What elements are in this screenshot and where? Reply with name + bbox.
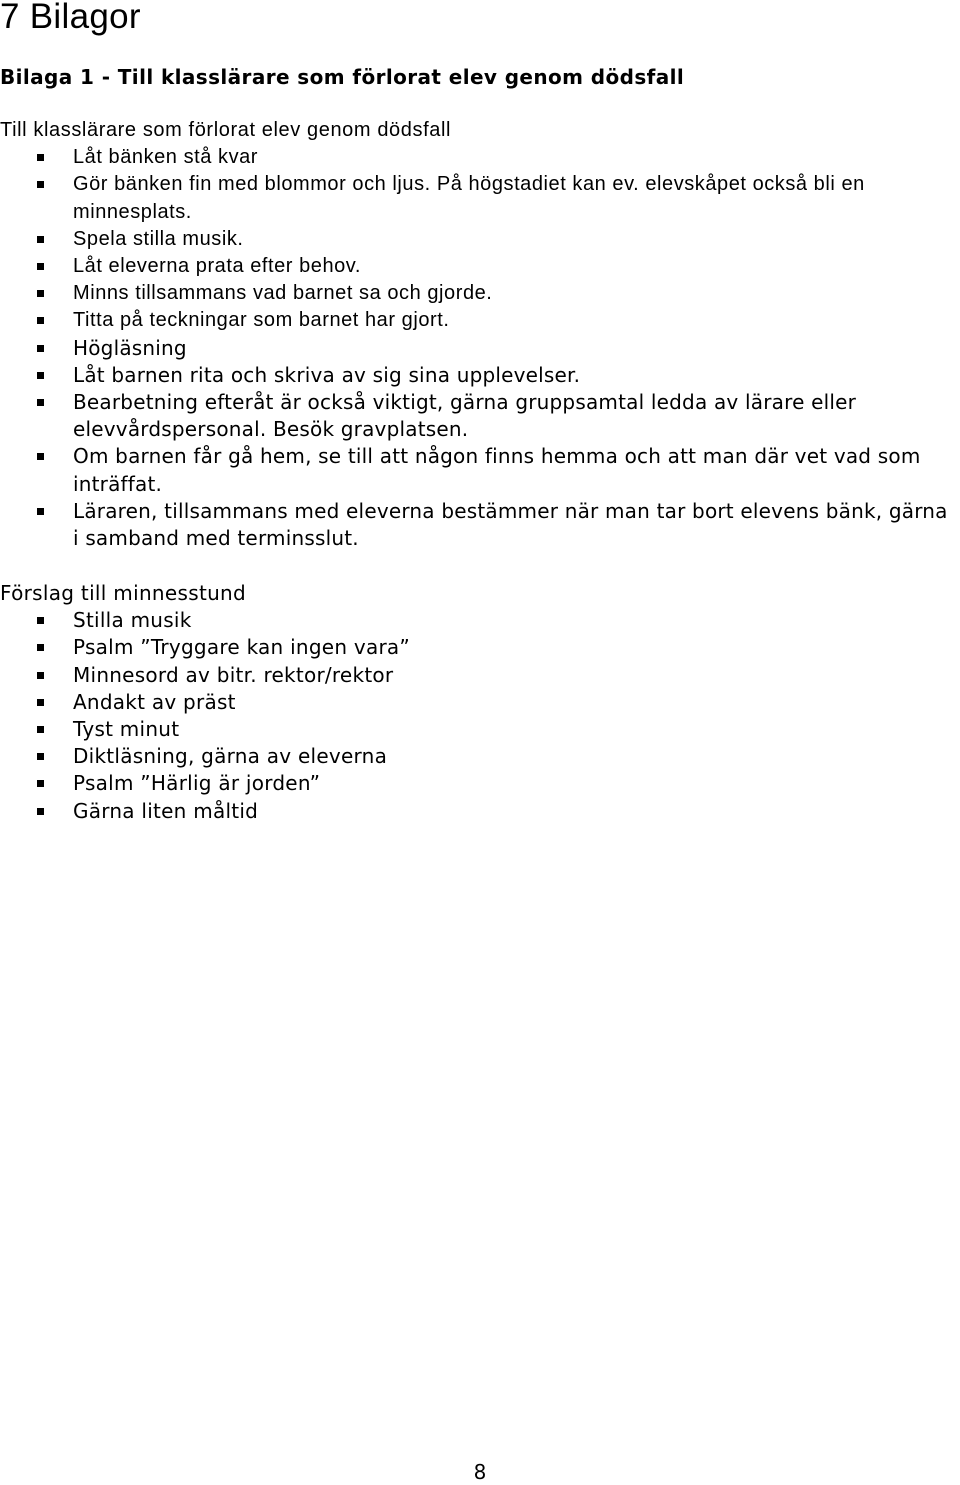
square-bullet-icon xyxy=(37,672,44,679)
list-item: Stilla musik xyxy=(0,607,960,634)
appendix-heading: Bilaga 1 - Till klasslärare som förlorat elev genom dödsfall xyxy=(0,65,685,89)
list-item: Låt bänken stå kvar xyxy=(0,144,960,171)
list-item: Spela stilla musik. xyxy=(0,226,960,253)
page-number: 8 xyxy=(473,1460,487,1484)
list-item: Tyst minut xyxy=(0,716,960,743)
list-item: Låt eleverna prata efter behov. xyxy=(0,253,960,280)
square-bullet-icon xyxy=(37,726,44,733)
list-item: Högläsning xyxy=(0,335,960,362)
square-bullet-icon xyxy=(37,508,44,515)
square-bullet-icon xyxy=(37,699,44,706)
square-bullet-icon xyxy=(37,263,44,270)
teacher-guidance-section xyxy=(0,117,960,552)
list-item: Om barnen får gå hem, se till att någon finns hemma och att man där vet vad som inträffat. xyxy=(0,443,960,497)
list-item: Minns tillsammans vad barnet sa och gjorde. xyxy=(0,280,960,307)
list-item: Gör bänken fin med blommor och ljus. På högstadiet kan ev. elevskåpet också bli en minnesplats. xyxy=(0,171,960,225)
section-intro: Förslag till minnesstund xyxy=(0,581,247,605)
list-item: Psalm ”Härlig är jorden” xyxy=(0,770,960,797)
square-bullet-icon xyxy=(37,372,44,379)
section-intro: Till klasslärare som förlorat elev genom dödsfall xyxy=(0,119,452,141)
list-item: Läraren, tillsammans med eleverna bestämmer när man tar bort elevens bänk, gärna i samband med terminsslut. xyxy=(0,498,960,552)
square-bullet-icon xyxy=(37,808,44,815)
square-bullet-icon xyxy=(37,317,44,324)
list-item: Minnesord av bitr. rektor/rektor xyxy=(0,662,960,689)
square-bullet-icon xyxy=(37,453,44,460)
square-bullet-icon xyxy=(37,780,44,787)
square-bullet-icon xyxy=(37,399,44,406)
list-item: Andakt av präst xyxy=(0,689,960,716)
list-item: Psalm ”Tryggare kan ingen vara” xyxy=(0,634,960,661)
list-item: Titta på teckningar som barnet har gjort. xyxy=(0,307,960,334)
list-item: Låt barnen rita och skriva av sig sina upplevelser. xyxy=(0,362,960,389)
square-bullet-icon xyxy=(37,236,44,243)
square-bullet-icon xyxy=(37,753,44,760)
list-item: Diktläsning, gärna av eleverna xyxy=(0,743,960,770)
guidance-list xyxy=(0,144,960,552)
chapter-title: 7 Bilagor xyxy=(0,0,141,36)
square-bullet-icon xyxy=(37,617,44,624)
square-bullet-icon xyxy=(37,154,44,161)
square-bullet-icon xyxy=(37,290,44,297)
memorial-list xyxy=(0,607,960,825)
square-bullet-icon xyxy=(37,644,44,651)
memorial-section xyxy=(0,580,960,825)
square-bullet-icon xyxy=(37,181,44,188)
list-item: Gärna liten måltid xyxy=(0,798,960,825)
list-item: Bearbetning efteråt är också viktigt, gärna gruppsamtal ledda av lärare eller elevvårdspersonal. Besök gravplatsen. xyxy=(0,389,960,443)
square-bullet-icon xyxy=(37,345,44,352)
